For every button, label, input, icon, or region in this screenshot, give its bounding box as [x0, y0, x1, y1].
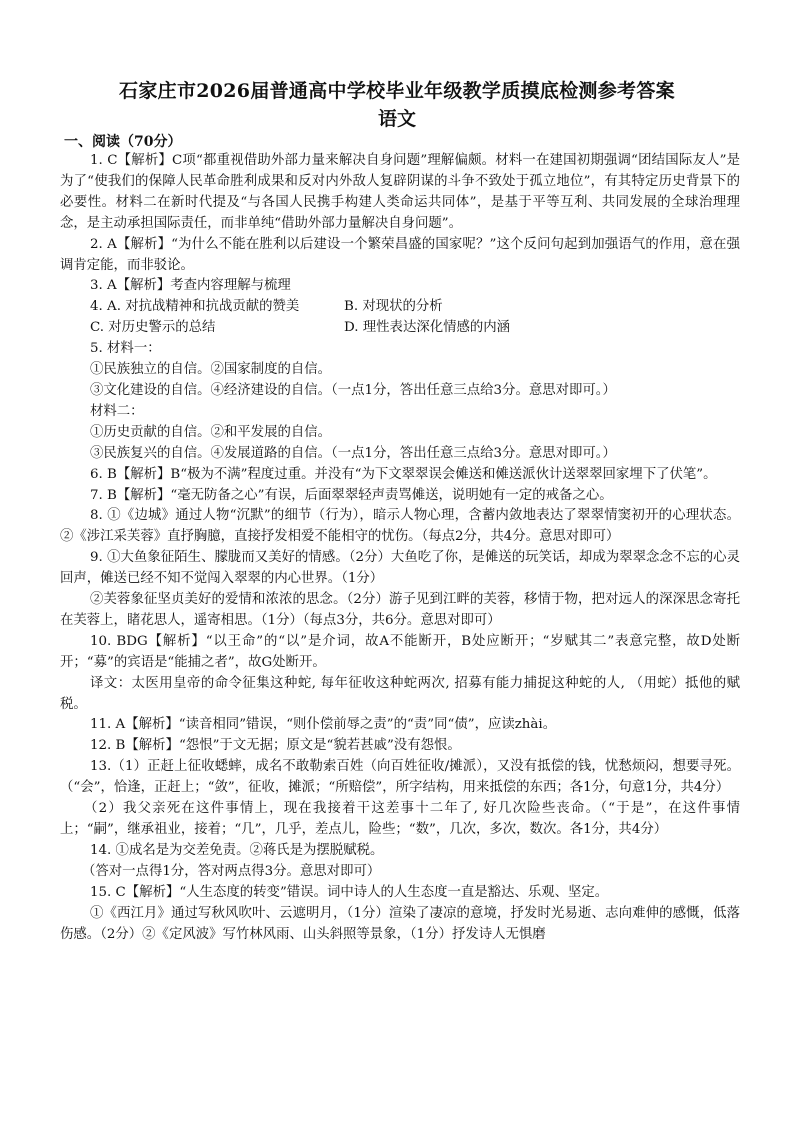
answer-paragraph: 5. 材料一： [90, 341, 161, 357]
answer-paragraph: 7. B【解析】“毫无防备之心”有误，后面翠翠轻声责骂傩送，说明她有一定的戒备之心。 [90, 487, 613, 503]
answer-paragraph: 11. A【解析】“读音相同”错误，“则仆偿前辱之责”的“责”同“债”，应读zhài。 [90, 717, 557, 733]
answer-paragraph: 译文：太医用皇帝的命令征集这种蛇, 每年征收这种蛇两次, 招募有能力捕捉这种蛇的人, （用蛇）抵他的赋税。 [60, 675, 740, 712]
answer-paragraph: ①《西江月》通过写秋风吹叶、云遮明月，（1分）渲染了凄凉的意境，抒发时光易逝、志向难伸的感慨，低落伤感。（2分）②《定风波》写竹林风雨、山头斜照等景象，（1分）抒发诗人无惧磨 [60, 905, 740, 942]
answer-paragraph: ①民族独立的自信。②国家制度的自信。 [90, 362, 332, 378]
answer-paragraph: 6. B【解析】B“极为不满”程度过重。并没有“为下文翠翠误会傩送和傩送派伙计送翠翠回家埋下了伏笔”。 [90, 466, 717, 482]
answer-paragraph: ③文化建设的自信。④经济建设的自信。（一点1分，答出任意三点给3分。意思对即可。） [90, 382, 616, 398]
answer-paragraph: （2）我父亲死在这件事情上，现在我接着干这差事十二年了, 好几次险些丧命。（“于是”，在这件事情上；“嗣”，继承祖业，接着；“几”，几乎，差点儿，险些；“数”，几次，多次，数次。各1分，共4分） [60, 801, 740, 837]
answer-paragraph: 8. ①《边城》通过人物“沉默”的细节（行为），暗示人物心理，含蓄内敛地表达了翠翠情窦初开的心理状态。②《涉江采芙蓉》直抒胸臆，直接抒发相爱不能相守的忧伤。（每点2分，共4分。意思对即可） [60, 508, 740, 545]
answer-paragraph: ③民族复兴的自信。④发展道路的自信。（一点1分，答出任意三点给3分。意思对即可。） [90, 445, 616, 461]
answer-row [60, 318, 740, 339]
answer-option: B. 对现状的分析 [344, 299, 443, 315]
answer-row [60, 297, 740, 318]
section-heading: 一、阅读（70分） [64, 134, 182, 150]
answer-paragraph: 9. ①大鱼象征陌生、朦胧而又美好的情感。（2分）大鱼吃了你，是傩送的玩笑话，却成为翠翠念念不忘的心灵回声，傩送已经不知不觉闯入翠翠的内心世界。（1分） [60, 550, 740, 587]
answer-paragraph: 1. C【解析】C项“都重视借助外部力量来解决自身问题”理解偏颇。材料一在建国初期强调“团结国际友人”是为了“使我们的保障人民革命胜利成果和反对内外敌人复辟阴谋的斗争不致处于孤立地位”，有其特定历史背景下的必要性。材料二在新时代提及“与各国人民携手构建人类命运共同体”，是基于平等互利、共同发展的全球治理理念，是主动承担国际责任，而非单纯“借助外部力量解决自身问题”。 [60, 153, 740, 231]
answer-body [60, 151, 740, 945]
answer-paragraph: 10. BDG【解析】“以王命”的“以”是介词，故A不能断开，B处应断开；“岁赋其二”表意完整，故D处断开；“募”的宾语是“能捕之者”，故G处断开。 [60, 633, 740, 670]
answer-paragraph: 15. C【解析】“人生态度的转变”错误。词中诗人的人生态度一直是豁达、乐观、坚定。 [90, 884, 609, 900]
answer-option: 4. A. 对抗战精神和抗战贡献的赞美 [90, 299, 300, 315]
answer-paragraph: 2. A【解析】“为什么不能在胜利以后建设一个繁荣昌盛的国家呢？”这个反问句起到加强语气的作用，意在强调肯定能，而非驳论。 [60, 236, 740, 273]
answer-paragraph: 材料二： [90, 403, 144, 419]
answer-paragraph: ②芙蓉象征坚贞美好的爱情和浓浓的思念。（2分）游子见到江畔的芙蓉，移情于物，把对远人的深深思念寄托在芙蓉上，睹花思人，遥寄相思。（1分）（每点3分，共6分。意思对即可） [60, 592, 740, 628]
answer-paragraph: （答对一点得1分，答对两点得3分。意思对即可） [82, 863, 381, 879]
answer-paragraph: ①历史贡献的自信。②和平发展的自信。 [90, 424, 332, 440]
answer-paragraph: 3. A【解析】考查内容理解与梳理 [90, 278, 291, 294]
document-subject: 语文 [377, 108, 416, 130]
answer-paragraph: 13.（1）正赶上征收蟋蟀，成名不敢勒索百姓（向百姓征收/摊派），又没有抵偿的钱，忧愁烦闷，想要寻死。（“会”，恰逢，正赶上；“敛”，征收，摊派；“所赔偿”，所字结构，用来抵偿的东西；各1分，句意1分，共4分） [60, 759, 740, 796]
answer-paragraph: 14. ①成名是为交差免责。②蒋氏是为摆脱赋税。 [90, 842, 384, 858]
answer-paragraph: 12. B【解析】“怨恨”于文无据；原文是“貌若甚戚”没有怨恨。 [90, 738, 461, 754]
document-title: 石家庄市2026届普通高中学校毕业年级教学质摸底检测参考答案 [119, 80, 675, 102]
answer-option: C. 对历史警示的总结 [90, 320, 216, 336]
answer-option: D. 理性表达深化情感的内涵 [344, 320, 511, 336]
